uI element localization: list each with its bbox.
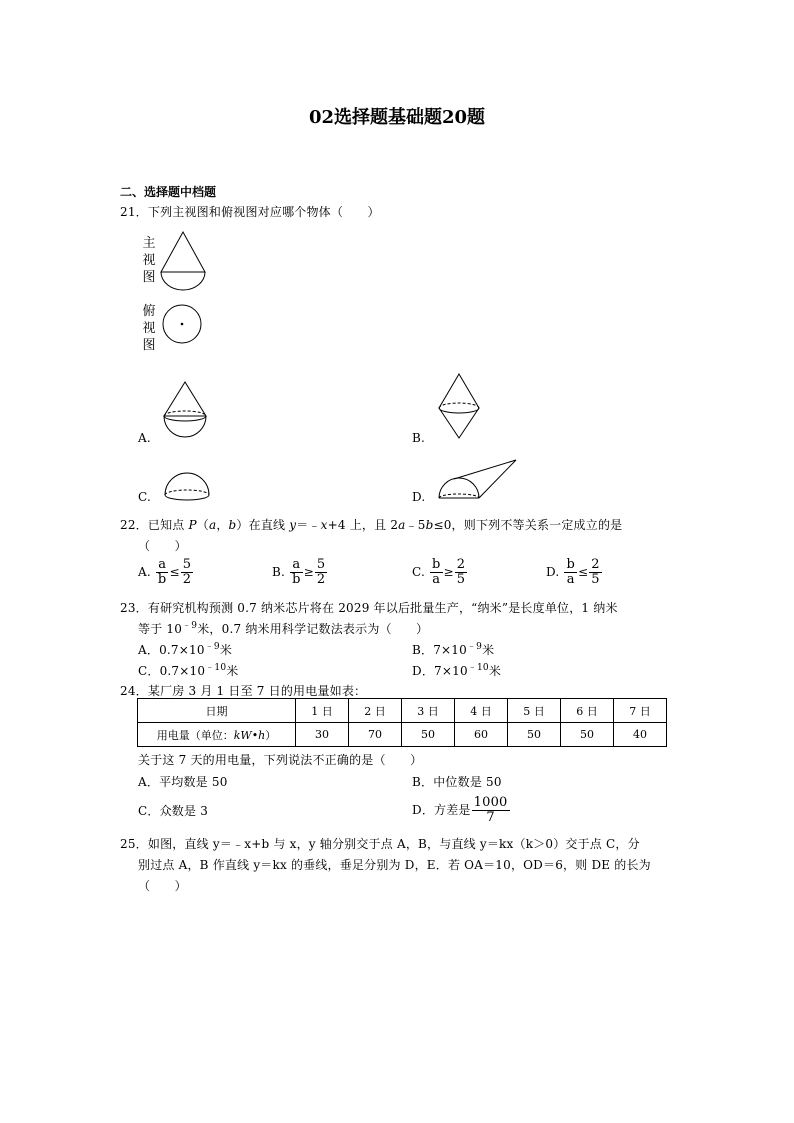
option-d-lying-cone: [436, 458, 520, 500]
option-a-cone-hemisphere: [160, 380, 210, 440]
electricity-usage-table: [137, 698, 667, 747]
top-view-figure: [162, 304, 204, 346]
q23-option-a: A．$0.7\times 10^{﹣9}$米: [138, 642, 233, 657]
q24-option-b: B．中位数是 50: [412, 775, 502, 789]
q25-stem-line2: 别过点 A，B 作直线 y＝kx 的垂线，垂足分别为 D，E．若 OA＝10，OD＝6，则 DE 的长为: [138, 858, 651, 872]
q23-option-c: C．$0.7\times 10^{﹣10}$米: [138, 663, 239, 678]
q21-option-a-label: A.: [138, 431, 151, 445]
table-cell: 30: [296, 723, 349, 747]
table-row-label: 用电量（单位：kW•h）: [138, 723, 296, 747]
main-view-label: 主视图: [142, 236, 156, 285]
option-b-double-cone: [436, 372, 484, 440]
table-cell: 50: [508, 723, 561, 747]
q24-option-c: C．众数是 3: [138, 804, 209, 818]
table-header-row: [138, 699, 667, 723]
table-header-cell: 4 日: [455, 699, 508, 723]
q22-stem-line2: （ ）: [138, 539, 187, 553]
q21-option-b-label: B.: [412, 431, 426, 445]
q21-option-c-label: C.: [138, 490, 151, 504]
q24-question: 关于这 7 天的用电量，下列说法不正确的是（ ）: [138, 753, 423, 767]
q22-stem: 22．已知点 P（a，b）在直线 y＝﹣x+4 上，且 2a﹣5b≤0，则下列不等关系一定成立的是: [120, 518, 623, 532]
table-header-cell: 6 日: [561, 699, 614, 723]
q24-stem: 24．某厂房 3 月 1 日至 7 日的用电量如表：: [120, 684, 367, 698]
table-cell: 50: [561, 723, 614, 747]
q23-option-d: D．$7\times 10^{﹣10}$米: [412, 663, 502, 678]
q21-option-d-label: D.: [412, 490, 426, 504]
option-c-hemisphere: [162, 466, 212, 500]
table-cell: 60: [455, 723, 508, 747]
main-view-figure: [158, 230, 208, 292]
q22-option-c: C. $\frac{b}{a}$ ≥ $\frac{2}{5}$: [412, 557, 466, 587]
q22-option-a: A. $\frac{a}{b}$ ≤ $\frac{5}{2}$: [138, 557, 192, 587]
table-cell: 40: [614, 723, 667, 747]
q23-option-b: B．$7\times 10^{﹣9}$米: [412, 642, 495, 657]
q21-stem: 21．下列主视图和俯视图对应哪个物体（ ）: [120, 205, 380, 219]
q24-option-a: A．平均数是 50: [138, 775, 228, 789]
page-title: 02选择题基础题20题: [308, 107, 486, 128]
q25-stem-line3: （ ）: [138, 879, 187, 893]
q24-option-d: D．方差是 $\frac{1000}{7}$: [412, 795, 508, 825]
table-header-cell: 2 日: [349, 699, 402, 723]
table-row: [138, 723, 667, 747]
q23-stem-line1: 23．有研究机构预测 0.7 纳米芯片将在 2029 年以后批量生产，“纳米”是长度单位，1 纳米: [120, 601, 618, 615]
table-header-cell: 1 日: [296, 699, 349, 723]
table-header-cell: 5 日: [508, 699, 561, 723]
top-view-label: 俯视图: [142, 304, 156, 353]
table-header-cell: 3 日: [402, 699, 455, 723]
table-header-cell: 日期: [138, 699, 296, 723]
q23-stem-line2: 等于 $10^{﹣9}$米，0.7 纳米用科学记数法表示为（ ）: [138, 621, 429, 636]
table-cell: 70: [349, 723, 402, 747]
section-heading: 二、选择题中档题: [120, 185, 217, 199]
q22-option-d: D. $\frac{b}{a}$ ≤ $\frac{2}{5}$: [546, 557, 600, 587]
q25-stem-line1: 25．如图，直线 y＝﹣x+b 与 x，y 轴分别交于点 A，B，与直线 y＝kx（k＞0）交于点 C，分: [120, 837, 640, 851]
q22-option-b: B. $\frac{a}{b}$ ≥ $\frac{5}{2}$: [272, 557, 326, 587]
table-header-cell: 7 日: [614, 699, 667, 723]
table-cell: 50: [402, 723, 455, 747]
